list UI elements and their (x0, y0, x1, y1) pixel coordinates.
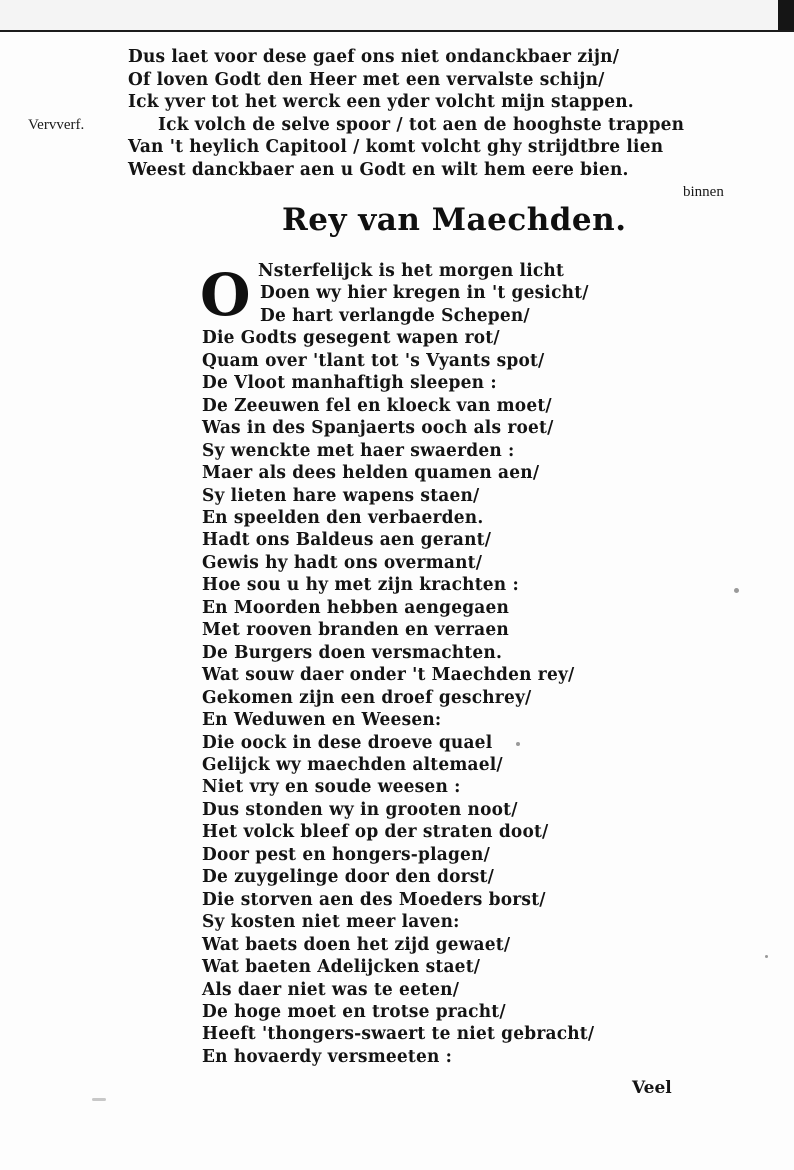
verse-line: De Vloot manhaftigh sleepen : (202, 372, 497, 394)
verse-line: Gekomen zijn een droef geschrey/ (202, 687, 532, 709)
verse-line: Sy lieten hare wapens staen/ (202, 485, 480, 507)
verse-line: Van 't heylich Capitool / komt volcht ghy strijdtbre lien (128, 136, 664, 158)
verse-line: De hoge moet en trotse pracht/ (202, 1001, 506, 1023)
verse-line: Maer als dees helden quamen aen/ (202, 462, 540, 484)
verse-line: Nsterfelijck is het morgen licht (258, 260, 565, 282)
section-title: Rey van Maechden. (282, 202, 627, 238)
verse-line: Hadt ons Baldeus aen gerant/ (202, 529, 492, 551)
scan-corner (778, 0, 794, 30)
verse-line: Die storven aen des Moeders borst/ (202, 889, 546, 911)
verse-line: Het volck bleef op der straten doot/ (202, 821, 549, 843)
catchword-bottom: Veel (632, 1078, 672, 1098)
verse-line: Door pest en hongers-plagen/ (202, 844, 491, 866)
verse-line: Doen wy hier kregen in 't gesicht/ (260, 282, 589, 304)
verse-line: Wat baets doen het zijd gewaet/ (202, 934, 511, 956)
verse-line: En hovaerdy versmeeten : (202, 1046, 453, 1068)
verse-line: Gewis hy hadt ons overmant/ (202, 552, 483, 574)
verse-line: Weest danckbaer aen u Godt en wilt hem eere bien. (128, 159, 629, 181)
verse-line: Wat baeten Adelijcken staet/ (202, 956, 481, 978)
verse-line: Wat souw daer onder 't Maechden rey/ (202, 664, 575, 686)
verse-line: Met rooven branden en verraen (202, 619, 509, 641)
verse-line: Die Godts gesegent wapen rot/ (202, 327, 500, 349)
catchword-top: binnen (683, 184, 724, 200)
verse-line: Die oock in dese droeve quael (202, 732, 493, 754)
verse-line: De Burgers doen versmachten. (202, 642, 503, 664)
verse-line: Dus laet voor dese gaef ons niet ondanckbaer zijn/ (128, 46, 620, 68)
verse-line: De Zeeuwen fel en kloeck van moet/ (202, 395, 552, 417)
verse-line: En speelden den verbaerden. (202, 507, 484, 529)
verse-line: Dus stonden wy in grooten noot/ (202, 799, 518, 821)
verse-line: Was in des Spanjaerts ooch als roet/ (202, 417, 554, 439)
drop-capital: O (200, 261, 251, 329)
verse-line: Sy wenckte met haer swaerden : (202, 440, 515, 462)
verse-line: En Weduwen en Weesen: (202, 709, 442, 731)
verse-line: De zuygelinge door den dorst/ (202, 866, 495, 888)
ink-speck (92, 1098, 106, 1101)
margin-note: Vervverf. (28, 117, 85, 133)
verse-line: Of loven Godt den Heer met een vervalste schijn/ (128, 69, 605, 91)
verse-line: Heeft 'thongers-swaert te niet gebracht/ (202, 1023, 595, 1045)
verse-line: Sy kosten niet meer laven: (202, 911, 460, 933)
verse-line: De hart verlangde Schepen/ (260, 305, 530, 327)
ink-speck (765, 955, 768, 958)
verse-line: Hoe sou u hy met zijn krachten : (202, 574, 519, 596)
poem-body (202, 260, 594, 1068)
verse-line: Quam over 'tlant tot 's Vyants spot/ (202, 350, 545, 372)
verse-line: Gelijck wy maechden altemael/ (202, 754, 503, 776)
verse-line: Niet vry en soude weesen : (202, 776, 461, 798)
verse-line: Ick volch de selve spoor / tot aen de hooghste trappen (158, 114, 685, 136)
verse-line: En Moorden hebben aengegaen (202, 597, 510, 619)
scan-edge (0, 0, 794, 32)
closing-stanza (128, 46, 684, 182)
verse-line: Ick yver tot het werck een yder volcht mijn stappen. (128, 91, 634, 113)
ink-speck (734, 588, 739, 593)
verse-line: Als daer niet was te eeten/ (202, 978, 460, 1000)
